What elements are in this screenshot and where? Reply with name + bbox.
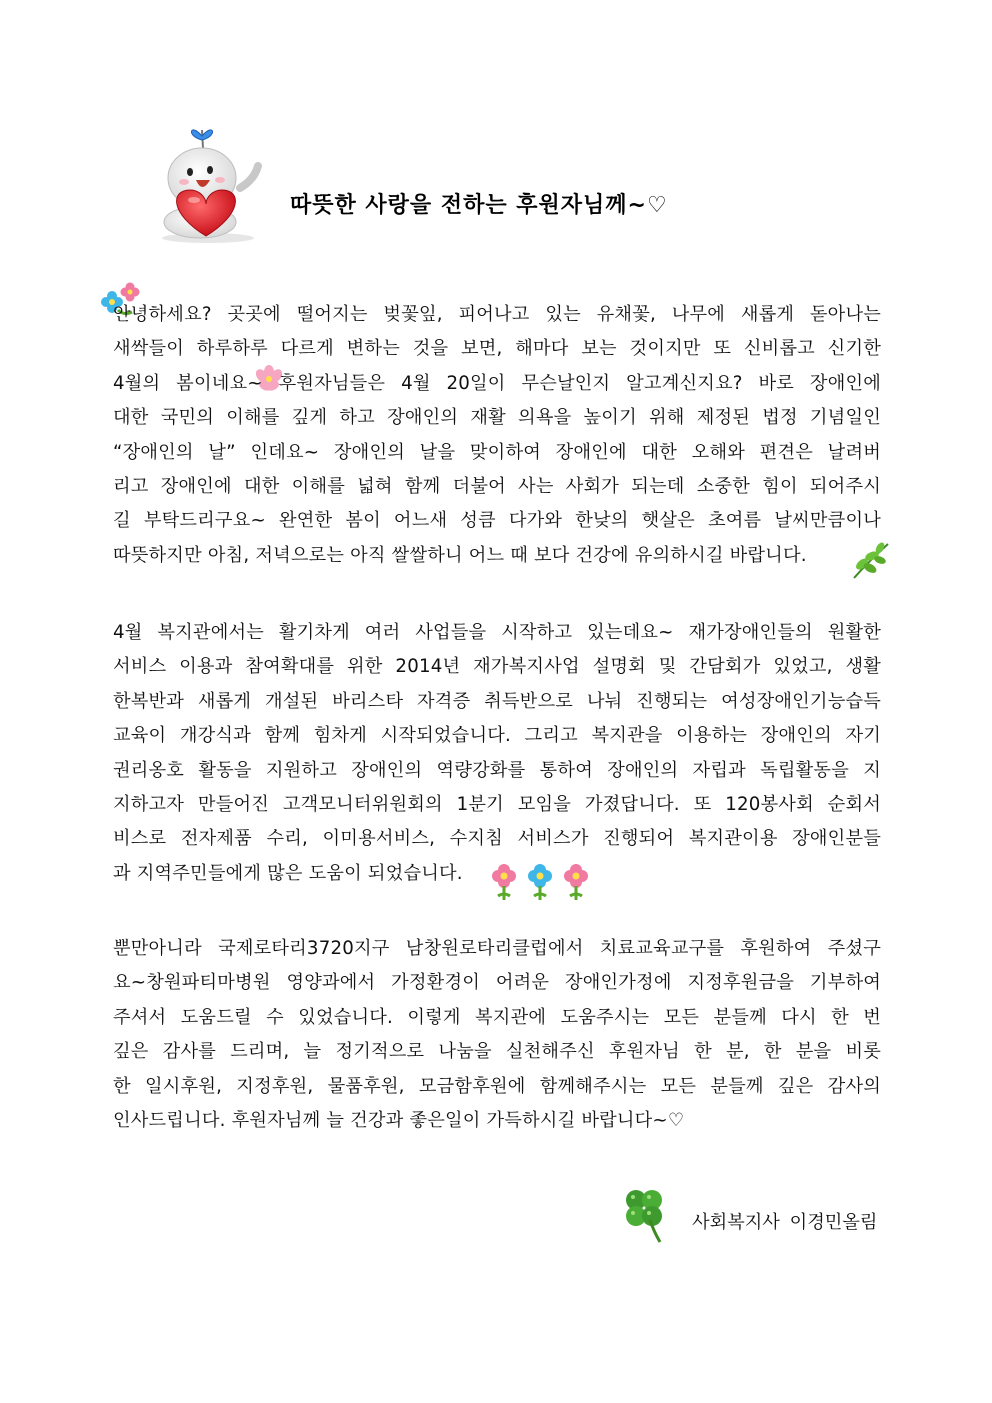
paragraph-line: 서비스 이용과 참여확대를 위한 2014년 재가복지사업 설명회 및 간담회가 있었고, 생활: [113, 656, 881, 678]
paragraph-greeting: [113, 298, 881, 573]
paragraph-line: 대한 국민의 이해를 깊게 하고 장애인의 재활 의욕을 높이기 위해 제정된 법정 기념일인: [113, 407, 881, 429]
paragraph-line: 과 지역주민들에게 많은 도움이 되었습니다.: [113, 862, 463, 884]
four-leaf-clover-icon: [612, 1180, 678, 1244]
signature: 사회복지사 이경민올림: [692, 1212, 878, 1233]
paragraph-april-programs: [113, 616, 881, 891]
paragraph-line: 인사드립니다. 후원자님께 늘 건강과 좋은일이 가득하시길 바랍니다~♡: [113, 1109, 685, 1131]
paragraph-line: 4월의 봄이네요~ 후원자님들은 4월 20일이 무슨날인지 알고계신지요? 바로 장애인에: [113, 372, 881, 394]
paragraph-line: 새싹들이 하루하루 다르게 변하는 것을 보면, 해마다 보는 것이지만 또 신비롭고 신기한: [113, 338, 881, 360]
paragraph-line: 지하고자 만들어진 고객모니터위원회의 1분기 모임을 가졌답니다. 또 120봉사회 순회서: [113, 793, 881, 815]
paragraph-line: 주셔서 도움드릴 수 있었습니다. 이렇게 복지관에 도움주시는 모든 분들께 다시 한 번: [113, 1006, 881, 1028]
paragraph-line: 4월 복지관에서는 활기차게 여러 사업들을 시작하고 있는데요~ 재가장애인들의 원활한: [113, 622, 881, 643]
paragraph-line: 요~창원파티마병원 영양과에서 가정환경이 어려운 장애인가정에 지정후원금을 기부하여: [113, 972, 881, 994]
paragraph-line: 뿐만아니라 국제로타리3720지구 남창원로타리클럽에서 치료교육교구를 후원하여 주셨구: [113, 938, 881, 959]
paragraph-line: 교육이 개강식과 함께 힘차게 시작되었습니다. 그리고 복지관을 이용하는 장애인의 자기: [113, 725, 881, 747]
paragraph-line: “장애인의 날” 인데요~ 장애인의 날을 맞이하여 장애인에 대한 오해와 편견은 날려버: [113, 441, 881, 463]
paragraph-line: 한복반과 새롭게 개설된 바리스타 자격증 취득반으로 나눠 진행되는 여성장애인기능습득: [113, 690, 881, 712]
paragraph-thanks: [113, 932, 881, 1138]
paragraph-line: 한 일시후원, 지정후원, 물품후원, 모금함후원에 함께해주시는 모든 분들께 깊은 감사의: [113, 1075, 881, 1097]
paragraph-line: 리고 장애인에 대한 이해를 넓혀 함께 더불어 사는 사회가 되는데 소중한 힘이 되어주시: [113, 475, 881, 497]
paragraph-line: 안녕하세요? 곳곳에 떨어지는 벚꽃잎, 피어나고 있는 유채꽃, 나무에 새롭게 돋아나는: [113, 304, 881, 325]
mascot-heart-icon: [150, 118, 270, 246]
paragraph-line: 권리옹호 활동을 지원하고 장애인의 역량강화를 통하여 장애인의 자립과 독립활동을 지: [113, 759, 881, 781]
paragraph-line: 깊은 감사를 드리며, 늘 정기적으로 나눔을 실천해주신 후원자님 한 분, 한 분을 비롯: [113, 1041, 881, 1063]
paragraph-line: 따뜻하지만 아침, 저녁으로는 아직 쌀쌀하니 어느 때 보다 건강에 유의하시길 바랍니다.: [113, 544, 807, 566]
paragraph-line: 비스로 전자제품 수리, 이미용서비스, 수지침 서비스가 진행되어 복지관이용 장애인분들: [113, 828, 881, 850]
page-title: 따뜻한 사랑을 전하는 후원자님께~♡: [290, 193, 668, 218]
paragraph-line: 길 부탁드리구요~ 완연한 봄이 어느새 성큼 다가와 한낮의 햇살은 초여름 날씨만큼이나: [113, 510, 881, 532]
